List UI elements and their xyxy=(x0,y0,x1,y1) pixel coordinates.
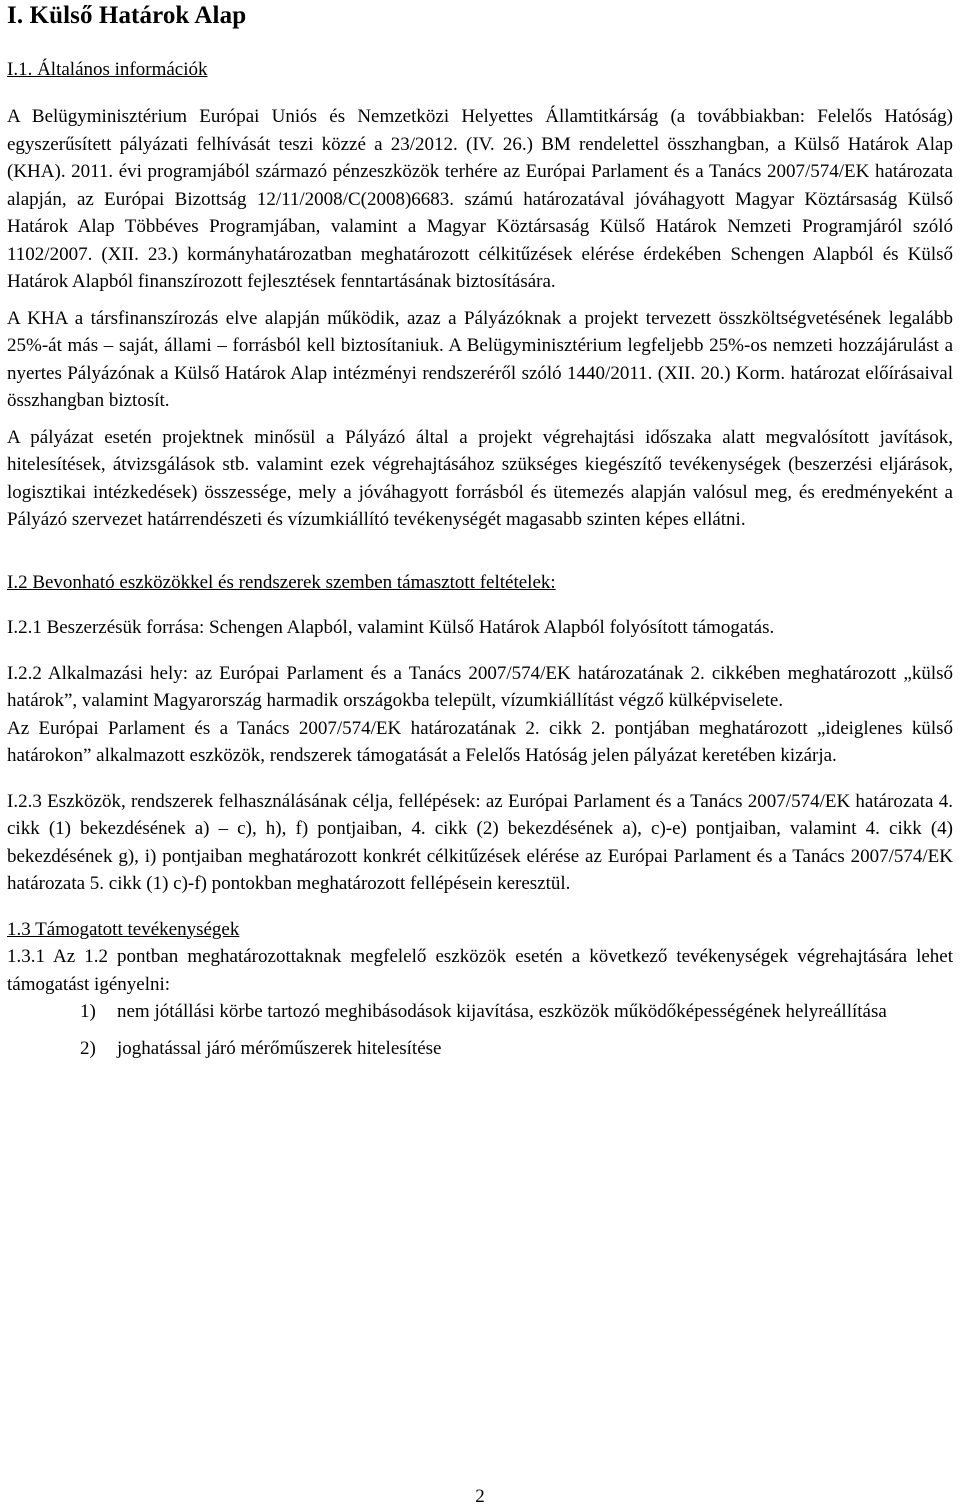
paragraph-1-2-2: I.2.2 Alkalmazási hely: az Európai Parlament és a Tanács 2007/574/EK határozatának 2. cikkében meghatározott „külső határok”, valamint Magyarország harmadik országokba települt, vízumkiállítást végző külképviselete. xyxy=(7,662,953,711)
activity-list xyxy=(7,998,953,1062)
document-title: I. Külső Határok Alap xyxy=(7,2,247,29)
document-page xyxy=(7,0,953,1062)
list-item-number: 1) xyxy=(80,1001,96,1022)
paragraph-project-definition: A pályázat esetén projektnek minősül a Pályázó által a projekt végrehajtási időszaka alatt megvalósított javítások, hitelesítések, átvizsgálások stb. valamint ezek végrehajtásához szükséges kiegészítő tevékenységek (beszerzési eljárások, logisztikai intézkedések) összessége, mely a jóváhagyott forrásból és ütemezés alapján valósul meg, és eredményeként a Pályázó szervezet határrendészeti és vízumkiállító tevékenységét magasabb szinten képes ellátni. xyxy=(7,426,953,530)
paragraph-1-3-1: 1.3.1 Az 1.2 pontban meghatározottaknak megfelelő eszközök esetén a következő tevékenységek végrehajtására lehet támogatást igényelni: xyxy=(7,946,953,995)
list-item-text: nem jótállási körbe tartozó meghibásodások kijavítása, eszközök működőképességének helyreállítása xyxy=(117,1001,887,1022)
paragraph-1-2-3: I.2.3 Eszközök, rendszerek felhasználásának célja, fellépések: az Európai Parlament és a Tanács 2007/574/EK határozata 4. cikk (1) bekezdésének a) – c), h), f) pontjaiban, 4. cikk (2) bekezdésének a), c)-e) pontjaiban, valamint 4. cikk (4) bekezdésének g), i) pontjaiban meghatározott konkrét célkitűzések elérése az Európai Parlament és a Tanács 2007/574/EK határozata 5. cikk (1) c)-f) pontokban meghatározott fellépésein keresztül. xyxy=(7,790,953,894)
section-1-3-heading: 1.3 Támogatott tevékenységek xyxy=(7,918,240,940)
section-1-1-heading: I.1. Általános információk xyxy=(7,59,208,80)
list-item-number: 2) xyxy=(80,1037,96,1059)
paragraph-general-info: A Belügyminisztérium Európai Uniós és Nemzetközi Helyettes Államtitkárság (a továbbiakban: Felelős Hatóság) egyszerűsített pályázati felhívását teszi közzé a 23/2012. (IV. 26.) BM rendelettel összhangban, a Külső Határok Alap (KHA). 2011. évi programjából származó pénzeszközök terhére az Európai Parlament és a Tanács 2007/574/EK határozata alapján, az Európai Bizottság 12/11/2008/C(2008)6683. számú határozatával jóváhagyott Magyar Köztársaság Külső Határok Alap Többéves Programjában, valamint a Magyar Köztársaság Külső Határok Nemzeti Programjáról szóló 1102/2007. (XII. 23.) kormányhatározatban meghatározott célkitűzések elérése érdekében Schengen Alapból és Külső Határok Alapból finanszírozott fejlesztések fenntartásának biztosítására. xyxy=(7,106,953,292)
list-item xyxy=(7,998,953,1026)
list-item-text: joghatással járó mérőműszerek hitelesítése xyxy=(117,1037,442,1059)
paragraph-1-2-1: I.2.1 Beszerzésük forrása: Schengen Alapból, valamint Külső Határok Alapból folyósított támogatás. xyxy=(7,617,775,638)
paragraph-1-2-2-exclusion: Az Európai Parlament és a Tanács 2007/574/EK határozatának 2. cikk 2. pontjában meghatározott „ideiglenes külső határokon” alkalmazott eszközök, rendszerek támogatását a Felelős Hatóság jelen pályázat keretében kizárja. xyxy=(7,717,953,766)
page-number: 2 xyxy=(475,1486,485,1507)
list-item xyxy=(7,1035,953,1063)
section-1-2-heading: I.2 Bevonható eszközökkel és rendszerek szemben támasztott feltételek: xyxy=(7,571,556,593)
paragraph-cofinancing: A KHA a társfinanszírozás elve alapján működik, azaz a Pályázóknak a projekt tervezett összköltségvetésének legalább 25%-át más – saját, állami – forrásból kell biztosítaniuk. A Belügyminisztérium legfeljebb 25%-os nemzeti hozzájárulást a nyertes Pályázónak a Külső Határok Alap intézményi rendszeréről szóló 1440/2011. (XII. 20.) Korm. határozat előírásaival összhangban biztosít. xyxy=(7,307,953,411)
